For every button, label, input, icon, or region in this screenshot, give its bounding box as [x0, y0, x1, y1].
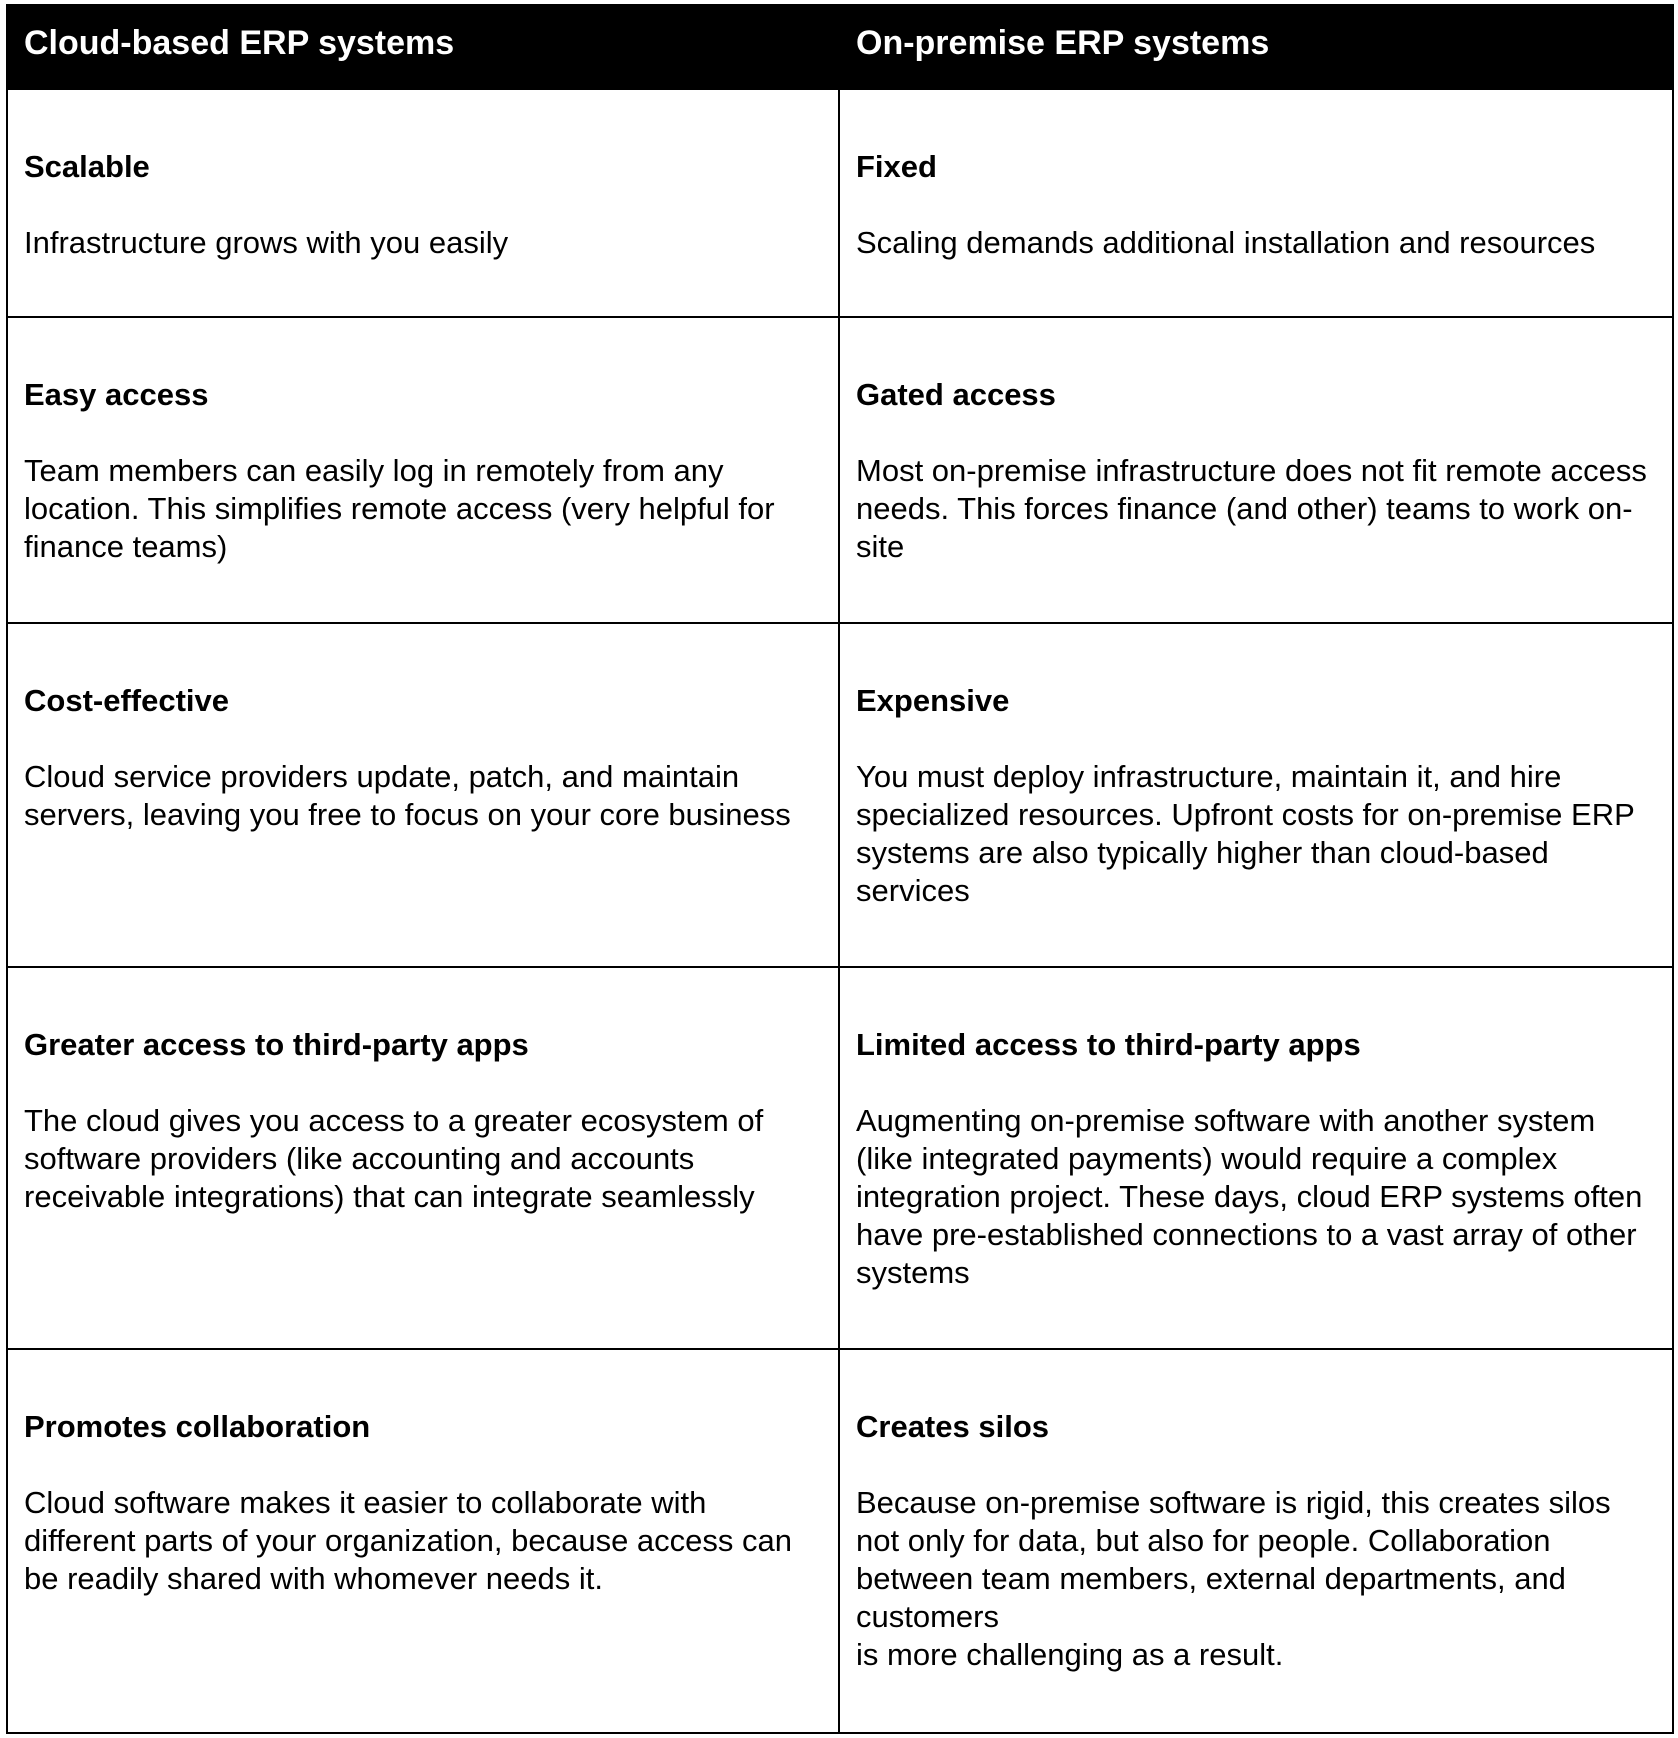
cell-text: Infrastructure grows with you easily	[24, 225, 509, 260]
header-row	[7, 5, 1673, 89]
cell-title: Promotes collaboration	[24, 1409, 371, 1444]
cell-text: Augmenting on-premise software with another system (like integrated payments) would require a complex integration project. These days, cloud ERP systems often have pre-established connections to a vast array of other systems	[856, 1103, 1643, 1290]
comparison-table	[6, 4, 1674, 1734]
table-row	[7, 317, 1673, 623]
cell-title: Scalable	[24, 149, 150, 184]
cell-title: Creates silos	[856, 1409, 1049, 1444]
cell-text: Cloud service providers update, patch, and maintain servers, leaving you free to focus on your core business	[24, 759, 791, 832]
cloud-cell	[7, 623, 839, 967]
cell-text: The cloud gives you access to a greater ecosystem of software providers (like accounting and accounts receivable integrations) that can integrate seamlessly	[24, 1103, 764, 1214]
cell-title: Easy access	[24, 377, 209, 412]
cell-text: Because on-premise software is rigid, this creates silos not only for data, but also for people. Collaboration between team members, external departments, and customers is more challenging as a result.	[856, 1485, 1611, 1672]
on-premise-cell	[839, 89, 1673, 317]
cloud-cell	[7, 967, 839, 1349]
cell-text: You must deploy infrastructure, maintain it, and hire specialized resources. Upfront costs for on-premise ERP systems are also typically higher than cloud-based services	[856, 759, 1635, 908]
cell-title: Fixed	[856, 149, 937, 184]
cloud-cell	[7, 1349, 839, 1733]
cell-text: Cloud software makes it easier to collaborate with different parts of your organization, because access can be readily shared with whomever needs it.	[24, 1485, 792, 1596]
cloud-cell	[7, 317, 839, 623]
cloud-cell	[7, 89, 839, 317]
cell-title: Expensive	[856, 683, 1010, 718]
header-on-premise: On-premise ERP systems	[839, 5, 1673, 89]
header-cloud: Cloud-based ERP systems	[7, 5, 839, 89]
cell-text: Most on-premise infrastructure does not fit remote access needs. This forces finance (and other) teams to work on-site	[856, 453, 1647, 564]
cell-title: Greater access to third-party apps	[24, 1027, 529, 1062]
on-premise-cell	[839, 317, 1673, 623]
cell-title: Cost-effective	[24, 683, 229, 718]
cell-text: Scaling demands additional installation and resources	[856, 225, 1596, 260]
table-row	[7, 967, 1673, 1349]
cell-title: Limited access to third-party apps	[856, 1027, 1361, 1062]
on-premise-cell	[839, 967, 1673, 1349]
table-row	[7, 89, 1673, 317]
table-row	[7, 623, 1673, 967]
on-premise-cell	[839, 623, 1673, 967]
table-row	[7, 1349, 1673, 1733]
on-premise-cell	[839, 1349, 1673, 1733]
cell-text: Team members can easily log in remotely from any location. This simplifies remote access (very helpful for finance teams)	[24, 453, 775, 564]
cell-title: Gated access	[856, 377, 1056, 412]
